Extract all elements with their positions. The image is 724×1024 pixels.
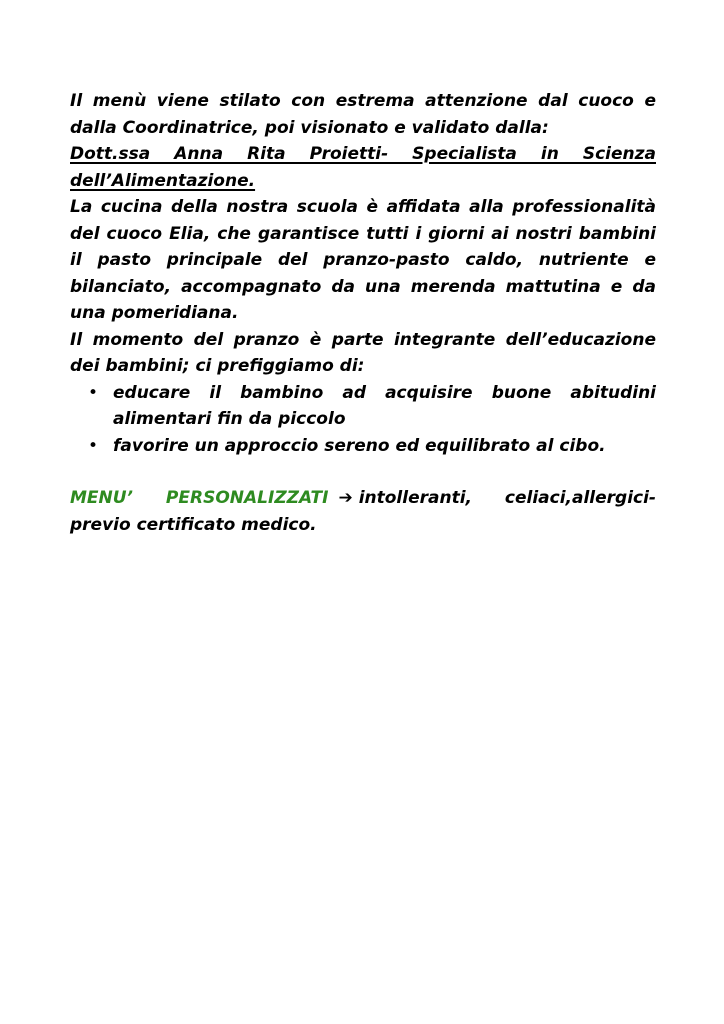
goal-item (70, 433, 656, 460)
goal-item (70, 380, 656, 433)
kitchen-paragraph: La cucina della nostra scuola è affidata alla professionalità del cuoco Elia, che garantisce tutti i giorni ai nostri bambini il pasto principale del pranzo-pasto caldo, nutriente e bilanciato, accompagnato da una merenda mattutina e da una pomeridiana. (70, 197, 656, 323)
intro-paragraph (70, 88, 656, 141)
custom-menu-conditions: intolleranti, celiaci,allergici- (358, 488, 656, 508)
bullet-icon: • (88, 435, 99, 456)
custom-menu-line-2: previo certificato medico. (70, 514, 317, 535)
bullet-icon: • (88, 382, 99, 403)
document-page (70, 88, 656, 538)
lunch-paragraph: Il momento del pranzo è parte integrante dell’educazione dei bambini; ci prefiggiamo di: (70, 329, 656, 376)
paragraph-spacer (70, 459, 656, 485)
custom-menu-line-1 (70, 485, 656, 512)
goal-text: favorire un approccio sereno ed equilibrato al cibo. (113, 435, 606, 456)
arrow-right-icon: ➔ (338, 488, 353, 508)
custom-menu-paragraph (70, 485, 656, 538)
custom-menu-label: MENU’ PERSONALIZZATI (70, 488, 329, 508)
goals-list (70, 380, 656, 460)
nutritionist-name: Dott.ssa Anna Rita Proietti- Specialista in Scienza dell’Alimentazione. (70, 144, 656, 191)
goal-text: educare il bambino ad acquisire buone abitudini alimentari fin da piccolo (113, 382, 656, 429)
intro-line-1: Il menù viene stilato con estrema attenzione dal cuoco e (70, 91, 656, 111)
intro-line-2: dalla Coordinatrice, poi visionato e validato dalla: (70, 117, 549, 138)
